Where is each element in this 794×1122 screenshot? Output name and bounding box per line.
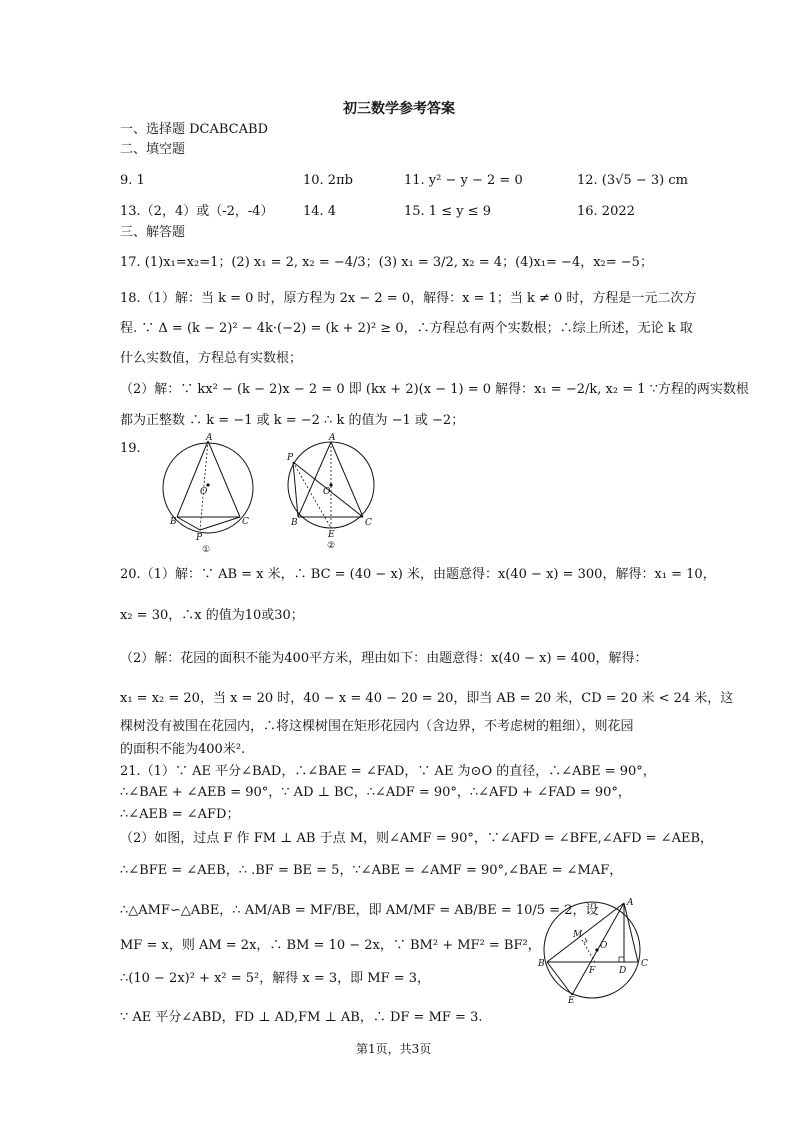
answer-20-line2: x₂ = 30，∴x 的值为10或30； <box>120 608 304 623</box>
answer-20-line1: 20.（1）解：∵ AB = x 米，∴ BC = (40 − x) 米，由题意得：x(40 − x) = 300，解得：x₁ = 10， <box>120 567 716 582</box>
label-e: E <box>568 996 575 1006</box>
label-a: A <box>206 433 213 443</box>
answer-18-line4: （2）解：∵ kx² − (k − 2)x − 2 = 0 即 (kx + 2)(x − 1) = 0 解得：x₁ = −2/k, x₂ = 1 ∵方程的两实数根 <box>120 382 749 397</box>
label-m: M <box>573 930 583 940</box>
answer-18-line5: 都为正整数 ∴ k = −1 或 k = −2 ∴ k 的值为 −1 或 −2； <box>120 413 465 428</box>
answer-19-label: 19. <box>120 441 141 456</box>
label-p: P <box>196 533 203 543</box>
answer-21-line6: ∴△AMF∽△ABE，∴ AM/AB = MF/BE，即 AM/MF = AB/BE = 10/5 = 2，设 <box>120 903 599 918</box>
label-a: A <box>329 433 336 443</box>
label-a: A <box>627 898 634 908</box>
figure-number: ① <box>202 545 211 555</box>
answer-21-line5: ∴∠BFE = ∠AEB，∴ .BF = BE = 5，∵∠ABE = ∠AMF = 90°,∠BAE = ∠MAF， <box>120 863 623 878</box>
answer-13: 13.（2，4）或（-2，-4） <box>120 204 274 219</box>
section-solve: 三、解答题 <box>120 225 186 240</box>
label-b: B <box>170 517 177 527</box>
answer-10: 10. 2πb <box>303 173 353 188</box>
answer-16: 16. 2022 <box>577 204 635 219</box>
answer-9: 9. 1 <box>120 173 145 188</box>
answer-20-line5: 棵树没有被围在花园内，∴将这棵树围在矩形花园内（含边界，不考虑树的粗细），则花园 <box>120 719 634 734</box>
figure-21 <box>537 895 657 1005</box>
label-o: O <box>323 487 331 497</box>
label-o: O <box>600 941 608 951</box>
label-f: F <box>589 966 596 976</box>
page-footer: 第1页，共3页 <box>356 1042 432 1056</box>
answer-17: 17. (1)x₁=x₂=1；(2) x₁ = 2, x₂ = −4/3；(3) x₁ = 3/2, x₂ = 4；(4)x₁= −4，x₂= −5； <box>120 255 653 270</box>
answer-18-line3: 什么实数值，方程总有实数根； <box>120 351 303 366</box>
answer-11: 11. y² − y − 2 = 0 <box>404 173 523 188</box>
label-e: E <box>328 530 335 540</box>
answer-18-line1: 18.（1）解：当 k = 0 时，原方程为 2x − 2 = 0，解得：x = 1；当 k ≠ 0 时，方程是一元二次方 <box>120 291 697 306</box>
answer-14: 14. 4 <box>303 204 337 219</box>
section-fill: 二、填空题 <box>120 142 186 157</box>
label-p: P <box>287 453 294 463</box>
label-o: O <box>200 487 208 497</box>
label-c: C <box>242 517 249 527</box>
page-title: 初三数学参考答案 <box>343 101 455 117</box>
label-b: B <box>291 518 298 528</box>
circle <box>544 902 640 998</box>
answer-20-line6: 的面积不能为400米². <box>120 742 246 757</box>
answer-18-line2: 程. ∵ Δ = (k − 2)² − 4k·(−2) = (k + 2)² ≥ 0，∴方程总有两个实数根；∴综上所述，无论 k 取 <box>120 321 693 336</box>
figure-19-1 <box>160 430 270 560</box>
answer-21-line2: ∴∠BAE + ∠AEB = 90°，∵ AD ⊥ BC，∴∠ADF = 90°，∴∠AFD + ∠FAD = 90°， <box>120 785 631 800</box>
answer-21-line1: 21.（1）∵ AE 平分∠BAD，∴∠BAE = ∠FAD，∵ AE 为⊙O 的直径，∴∠ABE = 90°， <box>120 764 656 779</box>
label-c: C <box>641 959 648 969</box>
figure-number: ② <box>327 541 336 551</box>
answer-15: 15. 1 ≤ y ≤ 9 <box>404 204 492 219</box>
label-b: B <box>538 959 545 969</box>
label-d: D <box>619 966 627 976</box>
answer-12: 12. (3√5 − 3) cm <box>577 173 688 188</box>
section-choice: 一、选择题 DCABCABD <box>120 122 268 137</box>
label-c: C <box>365 518 372 528</box>
answer-21-line8: ∴(10 − 2x)² + x² = 5²，解得 x = 3，即 MF = 3， <box>120 971 431 986</box>
answer-21-line9: ∵ AE 平分∠ABD，FD ⊥ AD,FM ⊥ AB，∴ DF = MF = 3. <box>120 1010 483 1025</box>
answer-21-line4: （2）如图，过点 F 作 FM ⊥ AB 于点 M，则∠AMF = 90°，∵∠AFD = ∠BFE,∠AFD = ∠AEB， <box>120 831 714 846</box>
figure-19-2 <box>283 430 393 555</box>
answer-21-line3: ∴∠AEB = ∠AFD； <box>120 807 240 822</box>
answer-20-line4: x₁ = x₂ = 20，当 x = 20 时，40 − x = 40 − 20 = 20，即当 AB = 20 米，CD = 20 米 < 24 米，这 <box>120 691 734 706</box>
answer-20-line3: （2）解：花园的面积不能为400平方米，理由如下：由题意得：x(40 − x) = 400，解得： <box>120 651 648 666</box>
answer-21-line7: MF = x，则 AM = 2x，∴ BM = 10 − 2x，∵ BM² + MF² = BF²， <box>120 938 541 953</box>
